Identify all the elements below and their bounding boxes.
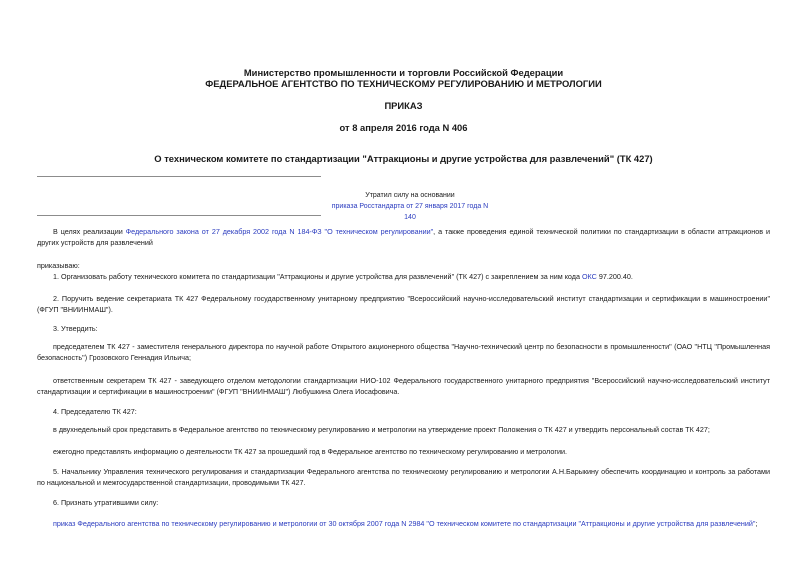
status-note <box>330 190 490 223</box>
item-1 <box>37 271 770 282</box>
document-type: ПРИКАЗ <box>384 100 423 111</box>
item-3-chairman: председателем ТК 427 - заместителя генерального директора по научной работе Открытого акционерного общества "Научно-технический центр по безопасности в промышленности" (ОАО "НТЦ "Промышленная безопасность") Грозовского Геннадия Ильича; <box>37 342 770 362</box>
intro-paragraph <box>37 226 770 248</box>
item-3: 3. Утвердить: <box>53 324 98 333</box>
item-1-suffix: 97.200.40. <box>596 272 633 281</box>
federal-law-link[interactable]: Федерального закона от 27 декабря 2002 года N 184-ФЗ "О техническом регулировании" <box>125 227 434 236</box>
intro-prefix: В целях реализации <box>53 227 126 236</box>
divider-bottom <box>37 215 321 216</box>
item-4: 4. Председателю ТК 427: <box>53 407 137 416</box>
item-6-suffix: ; <box>755 519 758 528</box>
item-3-secretary: ответственным секретарем ТК 427 - заведующего отделом методологии стандартизации НИО-102 Федерального государственного унитарного предприятия "Всероссийский научно-исследовательский институт стандартизации и сертификации в машиностроении" (ФГУП "ВНИИНМАШ") Любушкина Олега Иосафовича. <box>37 376 770 396</box>
status-note-text: Утратил силу на основании <box>365 192 455 199</box>
document-date-number: от 8 апреля 2016 года N 406 <box>339 122 468 133</box>
repeal-order-link[interactable]: приказа Росстандарта от 27 января 2017 года N 140 <box>331 203 489 221</box>
item-4-draft: в двухнедельный срок представить в Федеральное агентство по техническому регулированию и метрологии на утверждение проект Положения о ТК 427 и утвердить персональный состав ТК 427; <box>53 425 710 434</box>
intro-suffix: , а также проведения единой технической политики по стандартизации в области аттракционов и других устройств для развлечений <box>37 227 770 247</box>
item-1-prefix: 1. Организовать работу технического комитета по стандартизации "Аттракционы и другие устройства для развлечений" (ТК 427) с закреплением за ним кода <box>53 272 582 281</box>
item-6: 6. Признать утратившими силу: <box>53 498 159 507</box>
ministry-name: Министерство промышленности и торговли Российской Федерации <box>243 67 564 78</box>
item-5: 5. Начальнику Управления технического регулирования и стандартизации Федерального агентства по техническому регулированию и метрологии А.Н.Барыкину обеспечить координацию и контроль за работами по национальной и межгосударственной стандартизации, проводимыми ТК 427. <box>37 467 770 487</box>
divider-top <box>37 176 321 177</box>
item-4-annual: ежегодно представлять информацию о деятельности ТК 427 за прошедший год в Федеральное агентство по техническому регулированию и метрологии. <box>53 447 567 456</box>
item-6-repealed <box>37 518 770 529</box>
item-2: 2. Поручить ведение секретариата ТК 427 Федеральному государственному унитарному предприятию "Всероссийский научно-исследовательский институт стандартизации и сертификации в машиностроении" (ФГУП "ВНИИНМАШ"). <box>37 294 770 314</box>
order-word: приказываю: <box>37 261 80 270</box>
repealed-order-link[interactable]: приказ Федерального агентства по техническому регулированию и метрологии от 30 октября 2007 года N 2984 "О техническом комитете по стандартизации "Аттракционы и другие устройства для развлечений" <box>53 519 756 528</box>
agency-name: ФЕДЕРАЛЬНОЕ АГЕНТСТВО ПО ТЕХНИЧЕСКОМУ РЕГУЛИРОВАНИЮ И МЕТРОЛОГИИ <box>205 78 602 89</box>
oks-link[interactable]: ОКС <box>581 272 597 281</box>
document-title: О техническом комитете по стандартизации "Аттракционы и другие устройства для развлечений" (ТК 427) <box>154 153 653 164</box>
